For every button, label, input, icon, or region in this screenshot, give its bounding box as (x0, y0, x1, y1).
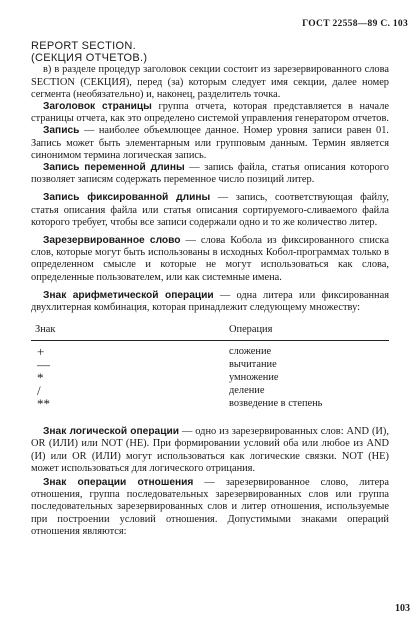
definition-text: — одна литера или фиксированная двухлитерная комбинация, которая принадлежит следующему множеству: (31, 289, 389, 314)
operator-sign: — (37, 357, 50, 373)
paragraph-b: в) в разделе процедур заголовок секции состоит из зарезервированного слова SECTION (СЕКЦИЯ), перед (за) которым следует имя секции, далее номер сегмента (необязательно) и, наконец, разделитель точка. (31, 64, 389, 100)
table-row (31, 372, 389, 384)
definition-text: — слова Кобола из фиксированного списка слов, которые могут быть использованы в исходных Кобол-программах только в определенном смысле и которые не могут использоваться как слова, определенные пользователем, или как системные имена. (31, 235, 389, 283)
term: Запись фиксированной длины (43, 192, 211, 204)
definition-text: — наиболее объемлющее данное. Номер уровня записи равен 01. Запись может быть элементарным или групповым данным. Термин является синонимом термина логическая запись. (31, 125, 389, 161)
operation-name: вычитание (229, 359, 277, 371)
definition-variable-record (31, 162, 389, 186)
page-header: ГОСТ 22558—89 С. 103 (302, 19, 408, 29)
operator-table (31, 324, 389, 420)
table-row (31, 398, 389, 410)
definition-text: — зарезервированное слово, литера отношения, группа последовательных зарезервированных слов или группа последовательных зарезервированных слов и литер отношения, используемые при построении условий отношения. Допустимыми знаками операций отношения являются: (31, 477, 389, 537)
operator-sign: + (37, 344, 45, 360)
term: Заголовок страницы (43, 101, 152, 113)
definition-logical-operator (31, 426, 389, 475)
table-header-sign: Знак (35, 324, 56, 336)
table-row (31, 346, 389, 358)
definition-text: — запись файла, статья описания которого позволяет записям содержать переменное число позиций литер. (31, 162, 389, 186)
table-row (31, 359, 389, 371)
operation-name: умножение (229, 372, 279, 384)
definition-record (31, 125, 389, 162)
term: Зарезервированное слово (43, 235, 181, 247)
definition-fixed-record (31, 192, 389, 229)
definition-text: — запись, соответствующая файлу, статья описания файла или статья описания сортируемого-сливаемого файла которого требует, чтобы все записи содержали одно и то же количество литер. (31, 192, 389, 228)
definition-text: — одно из зарезервированных слов: AND (И), OR (ИЛИ) или NOT (НЕ). При формировании условий оба или любое из AND (И) или OR (ИЛИ) могут использоваться как логические связки. NOT (НЕ) может использоваться для логического отрицания. (31, 426, 389, 474)
term: Знак операции отношения (43, 477, 194, 489)
definition-page-heading (31, 101, 389, 125)
page-number: 103 (395, 603, 410, 614)
table-header-operation: Операция (229, 324, 273, 336)
operator-sign: ** (37, 396, 50, 412)
definition-text: группа отчета, которая представляется в начале страницы отчета, как это определено системой управления генератором отчетов. (31, 101, 389, 125)
section-title-line-1: REPORT SECTION. (31, 40, 136, 52)
body-text (31, 40, 389, 538)
term: Знак логической операции (43, 426, 179, 438)
operator-sign: * (37, 370, 44, 386)
definition-relational-operator (31, 477, 389, 538)
table-rule (31, 340, 389, 341)
table-row (31, 385, 389, 397)
term: Запись (43, 125, 80, 137)
definition-reserved-word (31, 235, 389, 284)
term: Знак арифметической операции (43, 289, 214, 301)
operation-name: деление (229, 385, 265, 397)
term: Запись переменной длины (43, 162, 185, 174)
definition-arithmetic-operator (31, 290, 389, 314)
operation-name: сложение (229, 346, 272, 358)
section-title-line-2: (СЕКЦИЯ ОТЧЕТОВ.) (31, 52, 148, 65)
operation-name: возведение в степень (229, 398, 323, 410)
operator-sign: / (37, 383, 41, 399)
